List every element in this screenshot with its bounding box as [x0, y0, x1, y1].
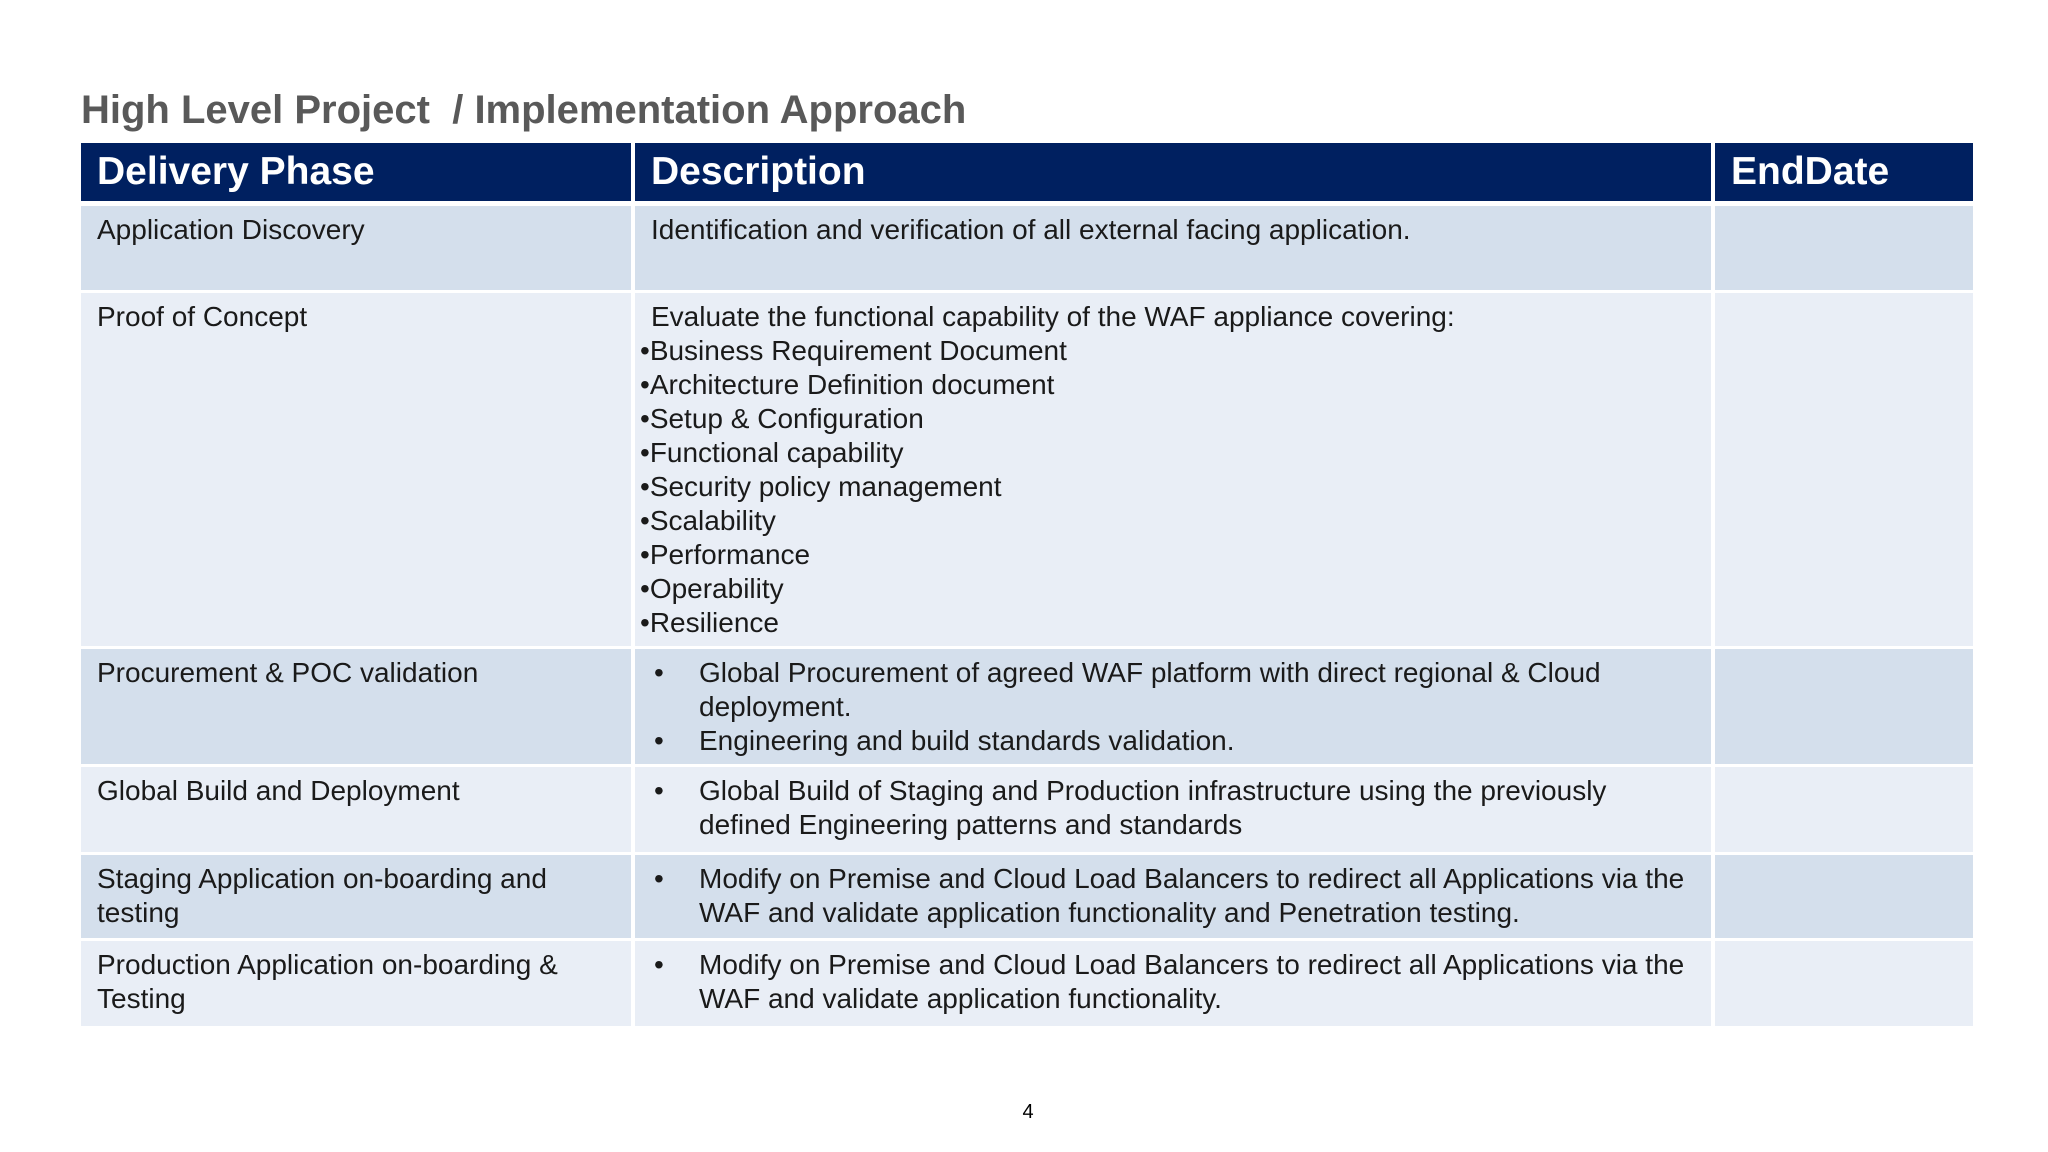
list-item-text: Security policy management	[649, 470, 1002, 502]
table-row	[81, 939, 1973, 1027]
description-cell	[633, 853, 1713, 939]
end-date-cell	[1713, 203, 1973, 291]
header-delivery-phase: Delivery Phase	[81, 143, 633, 203]
table-row	[81, 291, 1973, 647]
description-cell	[633, 291, 1713, 647]
bullet-glyph: •	[640, 538, 650, 570]
list-item-text: Scalability	[649, 504, 776, 536]
delivery-phase-table	[81, 143, 1973, 1029]
list-item	[651, 948, 1695, 1016]
header-end-date: EndDate	[1713, 143, 1973, 203]
list-item	[640, 470, 1695, 504]
bullet-glyph: •	[640, 504, 650, 536]
list-item-text: Functional capability	[649, 436, 904, 468]
list-item	[640, 606, 1695, 640]
bullet-glyph: •	[640, 572, 650, 604]
table-row	[81, 765, 1973, 853]
list-item	[640, 402, 1695, 436]
description-bullet-list	[651, 948, 1695, 1016]
phase-cell: Proof of Concept	[81, 291, 633, 647]
list-item	[651, 774, 1695, 842]
list-item	[640, 538, 1695, 572]
table-header-row	[81, 143, 1973, 203]
list-item	[640, 572, 1695, 606]
description-cell	[633, 203, 1713, 291]
description-text: Identification and verification of all external facing application.	[651, 213, 1411, 245]
bullet-glyph: •	[640, 436, 650, 468]
list-item-text: Performance	[649, 538, 811, 570]
poc-item-list	[640, 334, 1695, 640]
description-bullet-list	[651, 862, 1695, 930]
page-title: High Level Project / Implementation Approach	[81, 88, 967, 132]
bullet-glyph: •	[640, 402, 650, 434]
bullet-glyph: •	[654, 862, 664, 894]
description-bullet-list	[651, 656, 1695, 758]
phase-cell: Production Application on-boarding & Testing	[81, 939, 633, 1027]
description-intro: Evaluate the functional capability of the WAF appliance covering:	[651, 300, 1455, 332]
description-cell	[633, 765, 1713, 853]
bullet-glyph: •	[654, 724, 664, 756]
table-row	[81, 647, 1973, 765]
list-item-text: Operability	[649, 572, 784, 604]
end-date-cell	[1713, 765, 1973, 853]
end-date-cell	[1713, 939, 1973, 1027]
bullet-glyph: •	[640, 334, 650, 366]
phase-cell: Procurement & POC validation	[81, 647, 633, 765]
list-item-text: Resilience	[649, 606, 779, 638]
table-row	[81, 203, 1973, 291]
list-item	[640, 504, 1695, 538]
list-item	[640, 334, 1695, 368]
bullet-glyph: •	[654, 656, 664, 688]
list-item-text: Setup & Configuration	[649, 402, 924, 434]
list-item	[640, 436, 1695, 470]
list-item-text: Modify on Premise and Cloud Load Balancers to redirect all Applications via the WAF and validate application functionality and Penetration testing.	[699, 862, 1685, 928]
end-date-cell	[1713, 647, 1973, 765]
description-bullet-list	[651, 774, 1695, 842]
header-description: Description	[633, 143, 1713, 203]
bullet-glyph: •	[654, 948, 664, 980]
list-item-text: Modify on Premise and Cloud Load Balancers to redirect all Applications via the WAF and validate application functionality.	[699, 948, 1685, 1014]
list-item-text: Global Procurement of agreed WAF platform with direct regional & Cloud deployment.	[699, 656, 1601, 722]
list-item	[651, 656, 1695, 724]
list-item-text: Engineering and build standards validation.	[699, 724, 1235, 756]
phase-cell: Staging Application on-boarding and testing	[81, 853, 633, 939]
list-item-text: Global Build of Staging and Production infrastructure using the previously defined Engineering patterns and standards	[699, 774, 1607, 840]
bullet-glyph: •	[640, 606, 650, 638]
list-item-text: Architecture Definition document	[649, 368, 1055, 400]
bullet-glyph: •	[640, 470, 650, 502]
page-number: 4	[1022, 1101, 1034, 1123]
list-item	[651, 862, 1695, 930]
description-cell	[633, 647, 1713, 765]
list-item	[640, 368, 1695, 402]
list-item	[651, 724, 1695, 758]
end-date-cell	[1713, 853, 1973, 939]
phase-cell: Application Discovery	[81, 203, 633, 291]
list-item-text: Business Requirement Document	[649, 334, 1067, 366]
end-date-cell	[1713, 291, 1973, 647]
table-row	[81, 853, 1973, 939]
phase-cell: Global Build and Deployment	[81, 765, 633, 853]
description-cell	[633, 939, 1713, 1027]
bullet-glyph: •	[640, 368, 650, 400]
bullet-glyph: •	[654, 774, 664, 806]
